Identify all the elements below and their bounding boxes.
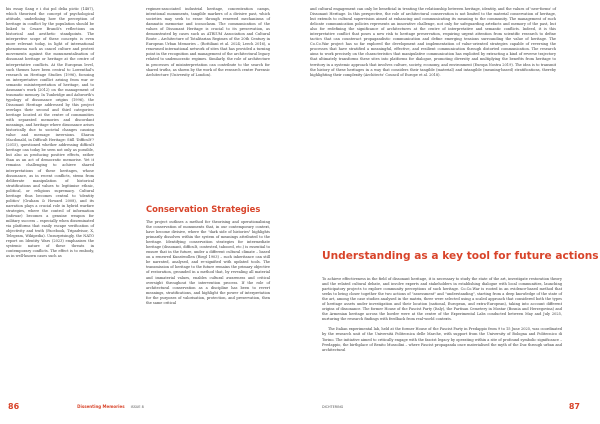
paragraph: The Italian experimental lab, held at the former House of the Fascist Party in Predappio from 9 to 15 June 2025, was coordinated by the research unit of the Università Politecnica delle Marche, with support from the University of Bologna and Politecnico di Torino. The initiative aimed to critically engage with the fascist legacy by operating within a site of profound symbolic significance – Predappio, the birthplace of Benito Mussolini – where Fascist propaganda once materialised the myth of the Duz through urban and architectural <box>322 327 562 352</box>
paragraph: his essay Sang e i dui pol delia pictic (1487), which theorised the concept of psychological attitude, underlining how the perception of heritage in conflict by the population should be linked to Cesare Brandi's reflections on historical and aesthetic standpoints. The interpretive scope of these concepts is even more relevant today, in light of international phenomena such as cancel culture and protest movements against the monumentalisation of dissonant heritage or heritage at the centre of interpretative conflicts. At the European level, such themes have been central to Lowenthal's research on Heritage Studies (1996), focusing on interpretative conflict arising from war or semantic misinterpretation of heritage, and to Assmann's work (2012) on the management of traumatic memory. In Tunbridge and Ashworth's typology of dissonance origins (1996), the Dissonant Heritage addressed by this project overlaps their second and third categories: heritage located at the centre of communities with separated memories and discordant meanings, and heritage where dissonance arises historically due to societal changes causing value and message inversions. Sharon Macdonald, in Difficult Heritage: Still 'Difficult'? (2015), questioned whether addressing difficult heritage can today be seen not only as possible, but also as producing positive effects, rather than as an act of democratic memorise. Yet it remains challenging to achieve shared interpretations of these heritages, whose dissonance, as in recent conflicts, stems from deliberate manipulation of historical stratifications and values to legitimise ethnic, political, or religious supremacy. Cultural heritage thus becomes central to 'identity politics' (Graham & Howard 2008), and its narration plays a crucial role in hybrid warfare strategies, where the control of information (infowar) becomes a genuine weapon for military success – especially when disseminated via platforms that easily escape verification of objectivity and truth (Facebook, Tripadvisor, X, Telegram, Wikipedia). Unsurprisingly, the NATO report on Identity Wars (2023) emphasises the systemic nature of these threats in contemporary conflicts. The effect is to embody, as in well-known cases such as <box>6 7 94 259</box>
right-column-top <box>310 7 556 83</box>
left-column-2-bottom <box>146 220 270 311</box>
page-number-left: 86 <box>8 402 20 411</box>
paragraph: and cultural engagement can only be beneficial in treating the relationship between heritage, identity, and the values of 'new-forms' of Dissonant Heritage. In this perspective, the role of architectural conservation is not limited to the material conservation of heritage, but extends to cultural supervision aimed at enhancing and communicating its meaning to the community. The management of such delicate communication policies represents an innovative challenge, not only for safeguarding artefacts and memory of the past, but also for redefining the significance of architectures at the centre of interpretative and semantic conflicts. Indeed, it is this interpretative conflict that poses a new risk to heritage preservation, requiring urgent attention from scientific research to define tactics that can counteract propagandistic communication and define emerging tensions surrounding the value of heritage. The Co.Co.War project has so far explored the development and implementation of value-oriented strategies capable of reversing the processes that have stratified a meaningful, effective, and resilient communication through distorted communication. The research aims to work precisely on the characteristics that manipulative communication has exploited by extracting a kind of reverse trajectory that ultimately transforms these sites into platforms for dialogue, promoting diversity and multiplying the benefits from heritage to territory in a systemic approach that involves culture, society, economy, and environment (Europa Nostra 2019). The idea is to transmit the history of these heritages in a way that considers their tangible (material) and intangible (meaning-based) stratifications, thereby highlighting their complexity (Architects' Council of Europe et al. 2018). <box>310 7 556 77</box>
left-footer <box>8 402 144 411</box>
paragraph: regimes-associated industrial heritage, concentration camps, intentional monuments, tangible markers of a divisive past, which societies may seek to erase through renewed mechanisms of damnatio memoriae and iconoclasm. The communication of the values of Dissonant Heritage is crucial to its preservation, as demonstrated by cases such as ATRIUM Association and Cultural Route – Architecture of Totalitarian Regimes of the 20th Century in European Urban Memories – (Bottiliani et al. 2024; Leech 2016), a renowned international network of sites that has provided a turning point in the recognition and management of the architectural legacy related to undemocratic regimes. Similarly, the role of architecture in processes of misinterpretation can contribute to the search for shared truths, as shown by the work of the research centre Forensic Architecture (University of London). <box>146 7 270 77</box>
understanding-heading: Understanding as a key tool for future actions <box>322 250 599 262</box>
running-title: Dissenting Memories <box>77 404 125 409</box>
page-number-right: 87 <box>568 402 580 411</box>
conservation-strategies-heading: Conservation Strategies <box>146 204 261 214</box>
paragraph: The project outlines a method for theorising and operationalising the conservation of monuments that, in our contemporary context, have become divisive, where the "dark side of histories" highlights primarily dissolves within the system of meanings attributed to the heritage. Identifying conservation strategies for intermediate heritage (dissonant, difficult, contested, tabooed, etc.) is essential to ensure that in the future, under a different cultural climate – based on a renewed Kunstwollen (Riegl 1903) – such inheritance can still be narrated, analysed, and re-signified with updated tools. The transmission of heritage to the future remains the primary objective of restoration, grounded in a method that, by revealing all material and immaterial values, enables cultural awareness and critical oversight throughout the intervention process. If the role of architectural conservation as a discipline has been to revert meanings, stratifications, and highlight the power of interpretation for the purposes of valorisation, protection, and preservation, then the same critical <box>146 220 270 305</box>
section-label: DICHTERING <box>322 404 344 409</box>
issue-label: ISSUE 8 <box>130 404 144 409</box>
paragraph: To achieve effectiveness in the field of dissonant heritage, it is necessary to study the state of the art, investigate restoration theory and the related cultural debate, and involve experts and stakeholders in establishing dialogue with local communities, launching participatory projects to explore community perceptions of such heritage. Co.Co.War is rooted in an evidence-based method that seeks to bring closer together the two actions of "assessment" and "understanding", starting from a deep knowledge of the state of the art, among the case studies analysed in the matrix, three were selected using a scaled approach that considered both the types of heritage assets under investigation and their location (national, European, and extra-European), taking into account different origins of dissonance. The former House of the Fascist Party (Italy), the Partisan Cemetery in Mostar (Bosnia and Herzegovina) and the Armenian heritage across the border were at the centre of the Experimental Labs conducted between May and July 2025, nurturing the research findings with feedback from real-world contexts. <box>322 277 562 322</box>
right-footer <box>322 402 580 411</box>
left-column-1 <box>6 7 94 264</box>
left-column-2 <box>146 7 270 83</box>
right-column-bottom <box>322 277 562 358</box>
